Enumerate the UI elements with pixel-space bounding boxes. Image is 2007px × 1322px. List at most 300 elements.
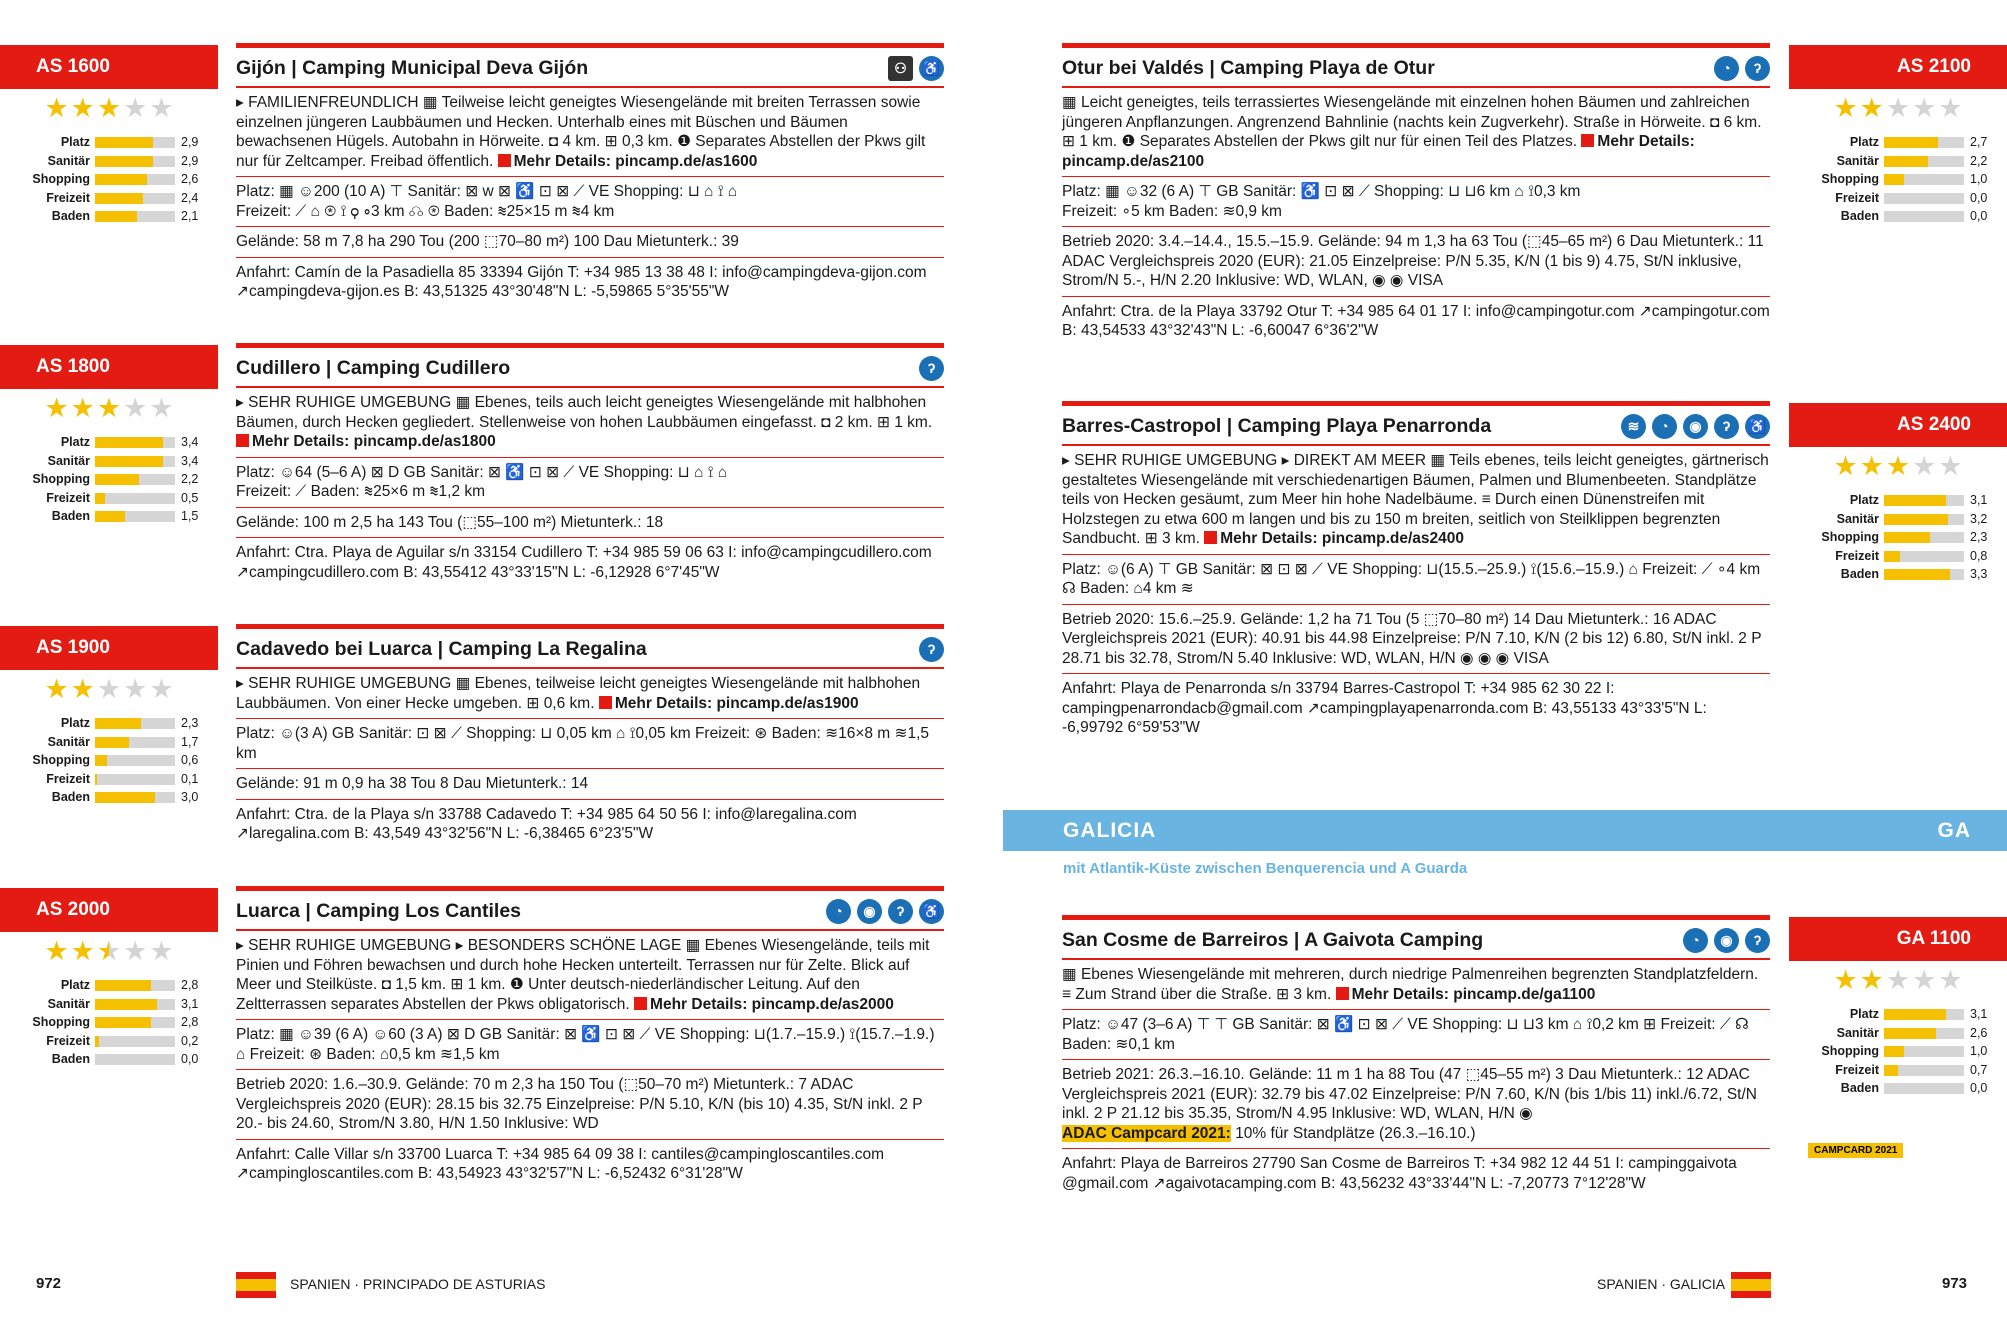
- more-details-link[interactable]: Mehr Details: pincamp.de/as2400: [1220, 530, 1465, 547]
- rating-value: 2,3: [1970, 530, 1988, 544]
- rating-bar: [95, 511, 175, 522]
- star-rating: [1789, 93, 2007, 123]
- rating-bar: [1884, 1046, 1964, 1057]
- ear-icon: ʔ: [919, 356, 944, 381]
- rating-label: Platz: [60, 435, 90, 449]
- rating-bar: [95, 774, 175, 785]
- rating-value: 2,1: [181, 209, 199, 223]
- rating-bar: [1884, 569, 1964, 580]
- rating-label: Sanitär: [47, 996, 90, 1011]
- platz-line: Platz: ☺47 (3–6 A) ⊤ ⊤ GB Sanitär: ⊠ ♿ ⊡ ⊠ ⟋ VE Shopping: ⊔ ⊔3 km ⌂ ⟟0,2 km ⊞ Freizeit: ⟋ ☊ Baden: ≋0,1 km: [1062, 1016, 1749, 1053]
- anfahrt: Anfahrt: Camín de la Pasadiella 85 33394 Gijón T: +34 985 13 38 48 I: info@campingdeva-gijon.com ↗campingdeva-gijon.es B: 43,51325 43°30'48"N L: -5,59865 5°35'55"W: [236, 263, 927, 300]
- rating-bar-fill: [95, 1036, 99, 1047]
- rating-bar: [95, 792, 175, 803]
- facilities: [236, 458, 944, 508]
- rating-value: 2,4: [181, 190, 199, 205]
- description: [236, 388, 944, 458]
- star-icon: ★: [149, 93, 174, 123]
- rating-bar: [95, 456, 175, 467]
- rating-bar: [95, 737, 175, 748]
- rating-bar: [95, 1017, 175, 1028]
- star-icon: ★: [44, 393, 69, 423]
- entry-title: [236, 348, 944, 388]
- star-icon: ★: [96, 393, 122, 423]
- campsite-entry: [236, 43, 944, 307]
- rating-bar-fill: [95, 174, 147, 185]
- description-text: ▸ FAMILIENFREUNDLICH ▦ Teilweise leicht geneigtes Wiesengelände mit breiten Terrassen sowie einzelnen jüngeren Laubbäumen und Hecken. Unterhalb eines mit Büschen und Bäumen bewachsenen Hügels. Autobahn in Hörweite. ◘ 4 km. ⊞ 0,3 km. ❶ Separates Abstellen der Pkws gilt nur für Zeltcamper. Freibad öffentlich.: [236, 94, 926, 170]
- rating-label: Shopping: [32, 472, 90, 486]
- rating-value: 3,4: [181, 453, 199, 468]
- entry-title: [1062, 920, 1770, 960]
- rating-bar-fill: [1884, 514, 1948, 525]
- rating-value: 1,5: [181, 509, 199, 523]
- rating-bar-fill: [95, 792, 155, 803]
- star-icon: ★: [1938, 451, 1963, 481]
- description-text: ▦ Ebenes Wiesengelände mit mehreren, durch niedrige Palmenreihen begrenzten Standplatzfeldern. ≡ Zum Strand über die Straße. ⊞ 3 km.: [1062, 966, 1759, 1003]
- campsite-entry: [236, 886, 944, 1189]
- ear-icon: ʔ: [1714, 414, 1739, 439]
- rating-value: 0,6: [181, 753, 199, 767]
- rating-bar-fill: [1884, 1065, 1898, 1076]
- page-number: 972: [36, 1275, 62, 1292]
- rating-bar: [1884, 193, 1964, 204]
- rating-label: Baden: [1840, 1081, 1879, 1095]
- rating-value: 1,0: [1970, 172, 1988, 186]
- feature-icons: [919, 637, 944, 662]
- rating-label: Baden: [51, 209, 90, 223]
- rating-bar-fill: [1884, 1046, 1904, 1057]
- rating-value: 3,2: [1970, 511, 1988, 526]
- rating-bar-fill: [95, 474, 139, 485]
- rating-bar: [1884, 1028, 1964, 1039]
- rating-bar: [95, 193, 175, 204]
- entry-title: [1062, 48, 1770, 88]
- rating-label: Sanitär: [1836, 153, 1879, 168]
- rating-label: Freizeit: [1835, 1062, 1879, 1077]
- rating-value: 0,8: [1970, 548, 1988, 563]
- rating-bar: [1884, 1083, 1964, 1094]
- rating-value: 2,9: [181, 135, 199, 149]
- rating-value: 0,0: [1970, 1081, 1988, 1095]
- rating-bar: [95, 755, 175, 766]
- gelaende: Gelände: 91 m 0,9 ha 38 Tou 8 Dau Mietunterk.: 14: [236, 769, 944, 800]
- accessible-icon: ♿: [919, 56, 944, 81]
- entry-title-text: Cudillero | Camping Cudillero: [236, 357, 511, 379]
- star-icon: ★: [96, 936, 122, 966]
- rating-bar-fill: [95, 211, 137, 222]
- rating-label: Sanitär: [47, 734, 90, 749]
- rating-bar: [1884, 156, 1964, 167]
- rating-value: 2,6: [181, 172, 199, 186]
- rating-panel: [1789, 451, 2007, 581]
- more-details-link[interactable]: Mehr Details: pincamp.de/as2000: [650, 995, 894, 1013]
- freizeit-line: Freizeit: ⟋ ⌂ ⊛ ⟟ ⚲ ∘3 km ☊ ⊛ Baden: ≋25×15 m ≋4 km: [236, 202, 615, 220]
- region-name: GALICIA: [1063, 819, 1157, 842]
- star-icon: ★: [149, 674, 174, 704]
- entry-code-tab: GA 1100: [1789, 917, 2007, 961]
- rating-label: Freizeit: [1835, 548, 1879, 563]
- dog-icon: ◔: [1714, 56, 1739, 81]
- rating-value: 1,0: [1970, 1044, 1988, 1058]
- rating-bar: [1884, 211, 1964, 222]
- rating-panel: [1789, 965, 2007, 1156]
- feature-icons: [1621, 414, 1770, 439]
- rating-value: 0,0: [1970, 190, 1988, 205]
- rating-bar-fill: [1884, 156, 1928, 167]
- campcard-note: 10% für Standplätze (26.3.–16.10.): [1235, 1124, 1476, 1142]
- rating-label: Platz: [1849, 493, 1879, 507]
- rating-value: 3,1: [1970, 1007, 1988, 1021]
- star-rating: [0, 674, 218, 704]
- star-icon: ★: [70, 393, 95, 423]
- star-icon: ★: [44, 936, 69, 966]
- rating-bar: [95, 137, 175, 148]
- rating-value: 2,2: [181, 472, 199, 486]
- facilities: [236, 1020, 944, 1070]
- rating-label: Baden: [51, 790, 90, 804]
- spain-flag-icon: [1731, 1272, 1771, 1298]
- feature-icons: [826, 899, 944, 924]
- star-icon: ★: [1859, 965, 1884, 995]
- family-icon: ⚇: [888, 56, 913, 81]
- red-square-icon: [1204, 531, 1217, 544]
- rating-panel: [0, 393, 218, 523]
- betrieb: Betrieb 2020: 1.6.–30.9. Gelände: 70 m 2,3 ha 150 Tou (⬚50–70 m²) Mietunterk.: 7 ADAC Vergleichspreis 2020 (EUR): 28.15 bis 32.75 Einzelpreise: P/N 5.10, K/N (bis 10) 4.35, St/N inkl. 2 P 20.- bis 24.60, Strom/N 3.80, H/N 1.50 Inklusive: WD: [236, 1070, 944, 1140]
- rating-bar-fill: [95, 718, 141, 729]
- rating-bar: [95, 493, 175, 504]
- red-square-icon: [498, 154, 511, 167]
- anfahrt: Anfahrt: Playa de Penarronda s/n 33794 Barres-Castropol T: +34 985 62 30 22 I: campingpenarrondacb@gmail.com ↗campingplayapenarronda.com B: 43,55133 43°33'5"N L: -6,99792 6°59'53"W: [1062, 680, 1707, 736]
- campsite-entry: [1062, 915, 1770, 1198]
- rating-value: 2,6: [1970, 1025, 1988, 1040]
- page-number: 973: [1942, 1275, 1968, 1292]
- star-icon: ★: [123, 936, 148, 966]
- entry-title-text: Otur bei Valdés | Camping Playa de Otur: [1062, 57, 1435, 79]
- rating-bar: [1884, 137, 1964, 148]
- star-icon: ★: [1912, 93, 1937, 123]
- star-icon: ★: [44, 674, 69, 704]
- rating-label: Platz: [60, 716, 90, 730]
- rating-label: Freizeit: [46, 1033, 90, 1048]
- right-page: [1003, 0, 2007, 1322]
- rating-bar: [95, 174, 175, 185]
- platz-line: Platz: ▦ ☺32 (6 A) ⊤ GB Sanitär: ♿ ⊡ ⊠ ⟋ Shopping: ⊔ ⊔6 km ⌂ ⟟0,3 km: [1062, 183, 1581, 200]
- rating-bar-fill: [1884, 174, 1904, 185]
- star-rating: [1789, 965, 2007, 995]
- star-icon: ★: [1938, 965, 1963, 995]
- platz-line: Platz: ☺(6 A) ⊤ GB Sanitär: ⊠ ⊡ ⊠ ⟋ VE Shopping: ⊔(15.5.–25.9.) ⟟(15.6.–15.9.) ⌂ Freizeit: ⟋ ∘4 km ☊ Baden: ⌂4 km ≋: [1062, 560, 1761, 597]
- star-icon: ★: [96, 674, 122, 704]
- description-text: ▦ Leicht geneigtes, teils terrassiertes Wiesengelände mit einzelnen hohen Bäumen und zahlreichen jüngeren Anpflanzungen. Angrenzend Bahnlinie (nachts kein Zugverkehr). Straße in Hörweite. ◘ 6 km. ⊞ 1 km. ❶ Separates Abstellen der Pkws gilt nur für einen Teil des Platzes.: [1062, 94, 1762, 150]
- rating-value: 2,7: [1970, 135, 1988, 149]
- rating-bar: [95, 211, 175, 222]
- view-icon: ◉: [1683, 414, 1708, 439]
- view-icon: ◉: [1714, 928, 1739, 953]
- rating-value: 3,4: [181, 435, 199, 449]
- rating-value: 2,8: [181, 1015, 199, 1029]
- red-square-icon: [599, 696, 612, 709]
- description-text: ▸ SEHR RUHIGE UMGEBUNG ▸ BESONDERS SCHÖNE LAGE ▦ Ebenes Wiesengelände, teils mit Pinien und Föhren bewachsen und durch hohe Hecken unterteilt. Terrassen nur für Zelte. Blick auf Meer und Steilküste. ◘ 1,5 km. ⊞ 1 km. ❶ Unter deutsch-niederländischer Leitung. Auf den Zeltterrassen separates Abstellen der Pkws obligatorisch.: [236, 937, 930, 1013]
- facilities: [1062, 555, 1770, 605]
- rating-label: Freizeit: [1835, 190, 1879, 205]
- rating-bar: [1884, 532, 1964, 543]
- freizeit-line: Freizeit: ⟋ Baden: ≋25×6 m ≋1,2 km: [236, 483, 486, 500]
- gelaende: Gelände: 58 m 7,8 ha 290 Tou (200 ⬚70–80 m²) 100 Dau Mietunterk.: 39: [236, 227, 944, 258]
- platz-line: Platz: ☺64 (5–6 A) ⊠ D GB Sanitär: ⊠ ♿ ⊡ ⊠ ⟋ VE Shopping: ⊔ ⌂ ⟟ ⌂: [236, 463, 728, 481]
- rating-bar-fill: [95, 737, 129, 748]
- beach-icon: ≋: [1621, 414, 1646, 439]
- entry-title: [236, 48, 944, 88]
- rating-value: 3,0: [181, 790, 199, 804]
- rating-value: 1,7: [181, 734, 199, 749]
- entry-title: [236, 629, 944, 669]
- rating-label: Shopping: [32, 172, 90, 186]
- entry-title: [1062, 406, 1770, 446]
- rating-value: 0,1: [181, 771, 199, 786]
- anfahrt: Anfahrt: Ctra. Playa de Aguilar s/n 33154 Cudillero T: +34 985 59 06 63 I: info@campingcudillero.com ↗campingcudillero.com B: 43,55412 43°33'15"N L: -6,12928 6°7'45"W: [236, 544, 932, 581]
- rating-label: Platz: [1849, 135, 1879, 149]
- rating-bar-fill: [95, 980, 151, 991]
- campsite-entry: [236, 343, 944, 587]
- rating-bar-fill: [1884, 532, 1930, 543]
- star-icon: ★: [96, 93, 122, 123]
- description: [236, 931, 944, 1020]
- rating-bar-fill: [95, 493, 105, 504]
- ear-icon: ʔ: [888, 899, 913, 924]
- ear-icon: ʔ: [1745, 56, 1770, 81]
- star-icon: ★: [1859, 451, 1884, 481]
- rating-value: 0,0: [1970, 209, 1988, 223]
- star-icon: ★: [1859, 93, 1884, 123]
- left-page: [0, 0, 1003, 1322]
- campcard-badge: CAMPCARD 2021: [1808, 1143, 1903, 1158]
- region-header: [1003, 810, 2007, 851]
- rating-bar: [95, 999, 175, 1010]
- rating-value: 2,2: [1970, 153, 1988, 168]
- platz-line: Platz: ▦ ☺200 (10 A) ⊤ Sanitär: ⊠ w ⊠ ♿ ⊡ ⊠ ⟋ VE Shopping: ⊔ ⌂ ⟟ ⌂: [236, 183, 738, 200]
- betrieb: Betrieb 2020: 15.6.–25.9. Gelände: 1,2 ha 71 Tou (5 ⬚70–80 m²) 14 Dau Mietunterk.: 16 ADAC Vergleichspreis 2021 (EUR): 40.91 bis 44.98 Einzelpreise: P/N 7.10, K/N (2 bis 12) 6.80, St/N inkl. 2 P 28.71 bis 32.78, Strom/N 5.40 Inklusive: WD, WLAN, H/N ◉ ◉ ◉ VISA: [1062, 605, 1770, 675]
- rating-label: Shopping: [32, 753, 90, 767]
- star-icon: ★: [44, 93, 69, 123]
- rating-label: Freizeit: [46, 771, 90, 786]
- rating-bar-fill: [1884, 569, 1950, 580]
- red-square-icon: [634, 997, 647, 1010]
- rating-value: 2,3: [181, 716, 199, 730]
- rating-bar-fill: [95, 999, 157, 1010]
- entry-title-text: Barres-Castropol | Camping Playa Penarronda: [1062, 415, 1492, 437]
- rating-value: 0,0: [181, 1052, 199, 1066]
- campsite-entry: [1062, 43, 1770, 346]
- star-icon: ★: [1912, 965, 1937, 995]
- anfahrt: Anfahrt: Ctra. de la Playa s/n 33788 Cadavedo T: +34 985 64 50 56 I: info@laregalina.com ↗laregalina.com B: 43,549 43°32'56"N L: -6,38465 6°23'5"W: [236, 805, 857, 842]
- more-details-link[interactable]: Mehr Details: pincamp.de/as1800: [252, 433, 496, 450]
- rating-bar-fill: [1884, 495, 1946, 506]
- rating-bar: [95, 437, 175, 448]
- star-rating: [0, 393, 218, 423]
- rating-bar-fill: [95, 193, 143, 204]
- ear-icon: ʔ: [919, 637, 944, 662]
- feature-icons: [888, 56, 944, 81]
- entry-code-tab: AS 2400: [1789, 403, 2007, 447]
- dog-icon: ◔: [826, 899, 851, 924]
- platz-line: Platz: ☺(3 A) GB Sanitär: ⊡ ⊠ ⟋ Shopping: ⊔ 0,05 km ⌂ ⟟0,05 km Freizeit: ⊛ Baden: ≋16×8 m ≋1,5 km: [236, 725, 930, 762]
- betrieb: Betrieb 2020: 3.4.–14.4., 15.5.–15.9. Gelände: 94 m 1,3 ha 63 Tou (⬚45–65 m²) 6 Dau Mietunterk.: 11 ADAC Vergleichspreis 2020 (EUR): 21.05 Einzelpreise: P/N 5.35, K/N (1 bis 9) 4.75, St/N inklusive, Strom/N 5.-, H/N 2.20 Inklusive: WD, WLAN, ◉ ◉ VISA: [1062, 227, 1770, 297]
- rating-label: Baden: [51, 509, 90, 523]
- star-icon: ★: [70, 674, 95, 704]
- description: [1062, 88, 1770, 177]
- region-subtitle: mit Atlantik-Küste zwischen Benquerencia und A Guarda: [1063, 860, 1468, 877]
- facilities: [236, 719, 944, 769]
- rating-label: Freizeit: [46, 490, 90, 505]
- star-icon: ★: [1885, 451, 1911, 481]
- entry-code-tab: AS 2000: [0, 888, 218, 932]
- rating-panel: [0, 674, 218, 804]
- star-rating: [0, 93, 218, 123]
- gelaende: Gelände: 100 m 2,5 ha 143 Tou (⬚55–100 m²) Mietunterk.: 18: [236, 508, 944, 539]
- rating-label: Shopping: [1821, 530, 1879, 544]
- facilities: [236, 177, 944, 227]
- entry-title-text: Gijón | Camping Municipal Deva Gijón: [236, 57, 589, 79]
- entry-title-text: San Cosme de Barreiros | A Gaivota Camping: [1062, 929, 1484, 951]
- dog-icon: ◔: [1683, 928, 1708, 953]
- star-icon: ★: [149, 393, 174, 423]
- rating-label: Sanitär: [1836, 1025, 1879, 1040]
- region-code: GA: [1937, 819, 1971, 842]
- campsite-entry: [1062, 401, 1770, 743]
- rating-bar-fill: [95, 137, 153, 148]
- star-icon: ★: [70, 936, 95, 966]
- rating-value: 2,8: [181, 978, 199, 992]
- rating-bar: [95, 1036, 175, 1047]
- rating-value: 3,1: [181, 996, 199, 1011]
- red-square-icon: [1336, 987, 1349, 1000]
- description-text: ▸ SEHR RUHIGE UMGEBUNG ▦ Ebenes, teils auch leicht geneigtes Wiesengelände mit halbhohen Bäumen, durch Hecken gegliedert. Stellenweise von hohen Laubbäumen eingefasst. ◘ 2 km. ⊞ 1 km.: [236, 394, 933, 431]
- entry-code-tab: AS 1800: [0, 345, 218, 389]
- rating-panel: [0, 936, 218, 1066]
- anfahrt: Anfahrt: Playa de Barreiros 27790 San Cosme de Barreiros T: +34 982 12 44 51 I: campinggaivota @gmail.com ↗agaivotacamping.com B: 43,56232 43°33'44"N L: -7,20773 7°12'28"W: [1062, 1155, 1737, 1192]
- entry-title: [236, 891, 944, 931]
- accessible-icon: ♿: [919, 899, 944, 924]
- rating-bar-fill: [1884, 1009, 1946, 1020]
- rating-label: Shopping: [1821, 1044, 1879, 1058]
- page-footer: SPANIEN · PRINCIPADO DE ASTURIAS: [290, 1276, 546, 1292]
- rating-bar: [95, 718, 175, 729]
- more-details-link[interactable]: Mehr Details: pincamp.de/as1600: [513, 152, 758, 170]
- rating-bar-fill: [1884, 137, 1938, 148]
- rating-bar: [1884, 174, 1964, 185]
- rating-label: Platz: [60, 978, 90, 992]
- rating-value: 0,2: [181, 1033, 199, 1048]
- star-icon: ★: [1833, 965, 1858, 995]
- star-icon: ★: [1938, 93, 1963, 123]
- campsite-entry: [236, 624, 944, 849]
- view-icon: ◉: [857, 899, 882, 924]
- more-details-link[interactable]: Mehr Details: pincamp.de/as1900: [614, 694, 859, 712]
- star-rating: [0, 936, 218, 966]
- description: [236, 669, 944, 719]
- rating-bar: [1884, 495, 1964, 506]
- more-details-link[interactable]: Mehr Details: pincamp.de/as2100: [1062, 133, 1695, 170]
- facilities: [1062, 177, 1770, 227]
- spain-flag-icon: [236, 1272, 276, 1298]
- rating-bar: [1884, 1009, 1964, 1020]
- rating-bar-fill: [95, 156, 153, 167]
- betrieb: [1062, 1060, 1770, 1149]
- rating-value: 0,7: [1970, 1062, 1988, 1077]
- star-icon: ★: [123, 393, 148, 423]
- rating-value: 2,9: [181, 153, 199, 168]
- rating-label: Platz: [60, 135, 90, 149]
- star-icon: ★: [149, 936, 174, 966]
- star-icon: ★: [1885, 965, 1911, 995]
- feature-icons: [919, 356, 944, 381]
- rating-panel: [0, 93, 218, 223]
- rating-bar: [1884, 1065, 1964, 1076]
- rating-bar-fill: [1884, 1028, 1936, 1039]
- rating-bar: [95, 1054, 175, 1065]
- rating-bar-fill: [1884, 551, 1900, 562]
- entry-code-tab: AS 2100: [1789, 45, 2007, 89]
- rating-bar-fill: [95, 774, 97, 785]
- rating-bar: [95, 980, 175, 991]
- rating-bar-fill: [95, 755, 107, 766]
- description-text: ▸ SEHR RUHIGE UMGEBUNG ▦ Ebenes, teilweise leicht geneigtes Wiesengelände mit halbhohen Laubbäumen. Von einer Hecke umgeben. ⊞ 0,6 km.: [236, 675, 921, 712]
- rating-label: Baden: [1840, 209, 1879, 223]
- campcard-note-label: ADAC Campcard 2021:: [1062, 1124, 1231, 1142]
- rating-panel: [1789, 93, 2007, 223]
- entry-title-text: Luarca | Camping Los Cantiles: [236, 900, 522, 922]
- feature-icons: [1714, 56, 1770, 81]
- star-icon: ★: [123, 674, 148, 704]
- star-icon: ★: [123, 93, 148, 123]
- freizeit-line: Freizeit: ∘5 km Baden: ≋0,9 km: [1062, 202, 1282, 220]
- entry-code-tab: AS 1600: [0, 45, 218, 89]
- accessible-icon: ♿: [1745, 414, 1770, 439]
- rating-bar-fill: [95, 511, 125, 522]
- star-icon: ★: [1885, 93, 1911, 123]
- betrieb-text: Betrieb 2021: 26.3.–16.10. Gelände: 11 m 1 ha 88 Tou (47 ⬚45–55 m²) 3 Dau Mietunterk.: 12 ADAC Vergleichspreis 2021 (EUR): 32.79 bis 47.02 Einzelpreise: P/N 7.60, K/N (bis 1/bis 11) inkl./6.72, St/N inkl. 2 P 21.12 bis 35.35, Strom/N 4.95 Inklusive: WD, WLAN, H/N ◉: [1062, 1066, 1757, 1122]
- description: [1062, 960, 1770, 1010]
- anfahrt: Anfahrt: Ctra. de la Playa 33792 Otur T: +34 985 64 01 17 I: info@campingotur.com ↗campingotur.com B: 43,54533 43°32'43"N L: -6,60047 6°36'2"W: [1062, 302, 1770, 339]
- rating-bar: [1884, 514, 1964, 525]
- rating-label: Baden: [1840, 567, 1879, 581]
- entry-title-text: Cadavedo bei Luarca | Camping La Regalina: [236, 638, 647, 660]
- rating-label: Shopping: [32, 1015, 90, 1029]
- rating-bar: [95, 474, 175, 485]
- rating-label: Baden: [51, 1052, 90, 1066]
- entry-code-tab: AS 1900: [0, 626, 218, 670]
- anfahrt: Anfahrt: Calle Villar s/n 33700 Luarca T: +34 985 64 09 38 I: cantiles@campingloscantiles.com ↗campingloscantiles.com B: 43,54923 43°32'57"N L: -6,52432 6°31'28"W: [236, 1145, 885, 1182]
- rating-label: Freizeit: [46, 190, 90, 205]
- rating-value: 3,1: [1970, 493, 1988, 507]
- ear-icon: ʔ: [1745, 928, 1770, 953]
- rating-value: 3,3: [1970, 567, 1988, 581]
- red-square-icon: [236, 434, 249, 447]
- rating-bar-fill: [95, 456, 163, 467]
- rating-label: Platz: [1849, 1007, 1879, 1021]
- rating-label: Shopping: [1821, 172, 1879, 186]
- rating-bar: [1884, 551, 1964, 562]
- feature-icons: [1683, 928, 1770, 953]
- dog-icon: ◔: [1652, 414, 1677, 439]
- rating-bar-fill: [95, 1017, 151, 1028]
- red-square-icon: [1581, 134, 1594, 147]
- rating-bar-fill: [95, 437, 163, 448]
- description: [236, 88, 944, 177]
- more-details-link[interactable]: Mehr Details: pincamp.de/ga1100: [1351, 985, 1596, 1003]
- star-icon: ★: [1833, 93, 1858, 123]
- star-icon: ★: [1833, 451, 1858, 481]
